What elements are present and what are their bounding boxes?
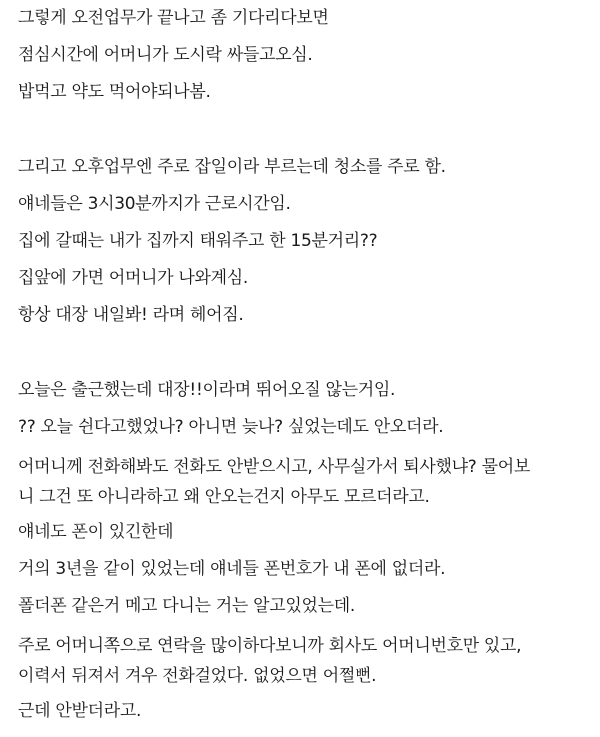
paragraph-gap: [18, 118, 588, 155]
text-line: 어머니께 전화해봐도 전화도 안받으시고, 사무실가서 퇴사했냐? 물어보: [18, 456, 530, 477]
text-line: 얘네도 폰이 있긴한데: [18, 521, 174, 542]
text-line: 이력서 뒤져서 겨우 전화걸었다. 없었으면 어쩔뻔.: [18, 666, 377, 687]
paragraph-gap: [18, 341, 588, 378]
text-line: 항상 대장 내일봐! 라며 헤어짐.: [18, 305, 244, 326]
text-line: 그렇게 오전업무가 끝나고 좀 기다리다보면: [18, 8, 329, 28]
text-line: 니 그건 또 아니라하고 왜 안오는건지 아무도 모르더라고.: [18, 486, 430, 507]
text-line: 거의 3년을 같이 있었는데 얘네들 폰번호가 내 폰에 없더라.: [18, 559, 446, 580]
text-line: 얘네들은 3시30분까지가 근로시간임.: [18, 193, 291, 214]
text-line: 점심시간에 어머니가 도시락 싸들고오심.: [18, 45, 313, 66]
text-line: 그리고 오후업무엔 주로 잡일이라 부르는데 청소를 주로 함.: [18, 156, 446, 177]
text-line: 오늘은 출근했는데 대장!!이라며 뛰어오질 않는거임.: [18, 379, 396, 400]
post-body: [18, 6, 588, 737]
text-line: 밥먹고 약도 먹어야되나봄.: [18, 82, 211, 103]
text-line: 집앞에 가면 어머니가 나와계심.: [18, 268, 249, 289]
text-line: ?? 오늘 쉰다고했었나? 아니면 늦나? 싶었는데도 안오더라.: [18, 416, 444, 437]
text-line: 집에 갈때는 내가 집까지 태워주고 한 15분거리??: [18, 230, 378, 251]
text-line: 폴더폰 같은거 메고 다니는 거는 알고있었는데.: [18, 596, 355, 617]
text-line: 주로 어머니쪽으로 연락을 많이하다보니까 회사도 어머니번호만 있고,: [18, 636, 522, 657]
text-line: 근데 안받더라고.: [18, 701, 142, 722]
